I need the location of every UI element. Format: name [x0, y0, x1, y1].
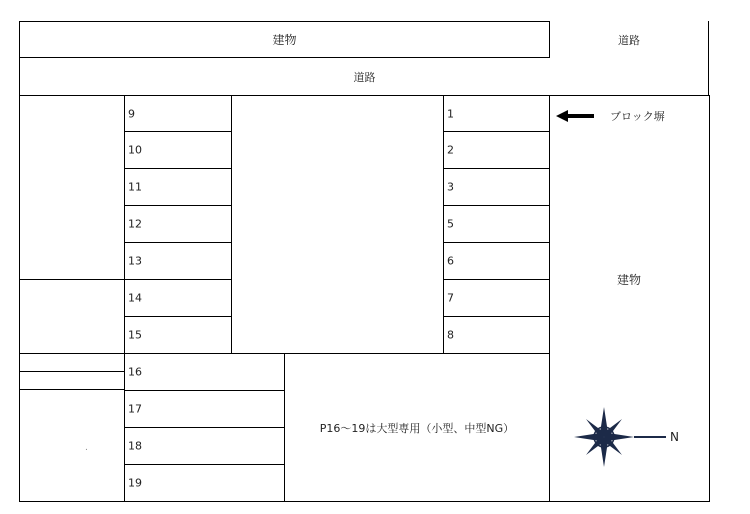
parking-slot	[125, 465, 284, 501]
parking-slot	[125, 96, 231, 131]
slot-number: 2	[447, 143, 454, 157]
parking-slot	[125, 206, 231, 242]
large-vehicle-note: P16〜19は大型専用（小型、中型NG）	[319, 421, 515, 435]
slot-number: 13	[128, 254, 142, 268]
slot-number: 11	[128, 180, 142, 194]
block-wall-label: ブロック塀	[610, 110, 665, 123]
compass-icon	[574, 402, 684, 472]
parking-slot	[444, 206, 549, 242]
top-building-label: 建物	[272, 33, 297, 47]
parking-slot	[444, 132, 549, 168]
slot-number: 10	[128, 143, 142, 157]
north-label: N	[670, 430, 679, 444]
slot-number: 19	[128, 476, 142, 490]
road-row-bottom-border	[19, 95, 709, 96]
slot-number: 9	[128, 107, 135, 120]
right-outer-border	[709, 95, 710, 502]
parking-slot	[444, 280, 549, 316]
parking-slot	[125, 317, 231, 353]
road-label: 道路	[353, 70, 376, 84]
slot-number: 15	[128, 328, 142, 342]
parking-slot	[444, 317, 549, 353]
slot-number: 7	[447, 291, 454, 305]
slot-number: 17	[128, 402, 142, 416]
parking-slot	[444, 243, 549, 279]
parking-slot	[125, 428, 284, 464]
parking-slot	[125, 280, 231, 316]
parking-slot	[125, 169, 231, 205]
parking-slot	[444, 96, 549, 131]
parking-slot	[125, 354, 284, 390]
slot-number: 1	[447, 107, 454, 120]
slot-number: 16	[128, 365, 142, 379]
bottom-border	[19, 501, 710, 502]
slot-number: 5	[447, 217, 454, 231]
stray-dot: .	[85, 443, 88, 453]
right-slot-col-right	[549, 95, 550, 502]
parking-slot	[125, 243, 231, 279]
left-small-line	[19, 371, 125, 372]
slot-number: 14	[128, 291, 142, 305]
left-arrow-icon	[556, 109, 596, 123]
slot-number: 6	[447, 254, 454, 268]
left-outer-border	[19, 95, 20, 502]
right-building-label: 建物	[616, 272, 641, 287]
parking-slot	[125, 391, 284, 427]
left-small-line	[19, 389, 125, 390]
parking-slot	[444, 169, 549, 205]
slot-number: 18	[128, 439, 142, 453]
slot-number: 8	[447, 328, 454, 342]
slot-number: 3	[447, 180, 454, 194]
slot-number: 12	[128, 217, 142, 231]
parking-slot	[125, 132, 231, 168]
top-right-road-label: 道路	[618, 33, 640, 47]
